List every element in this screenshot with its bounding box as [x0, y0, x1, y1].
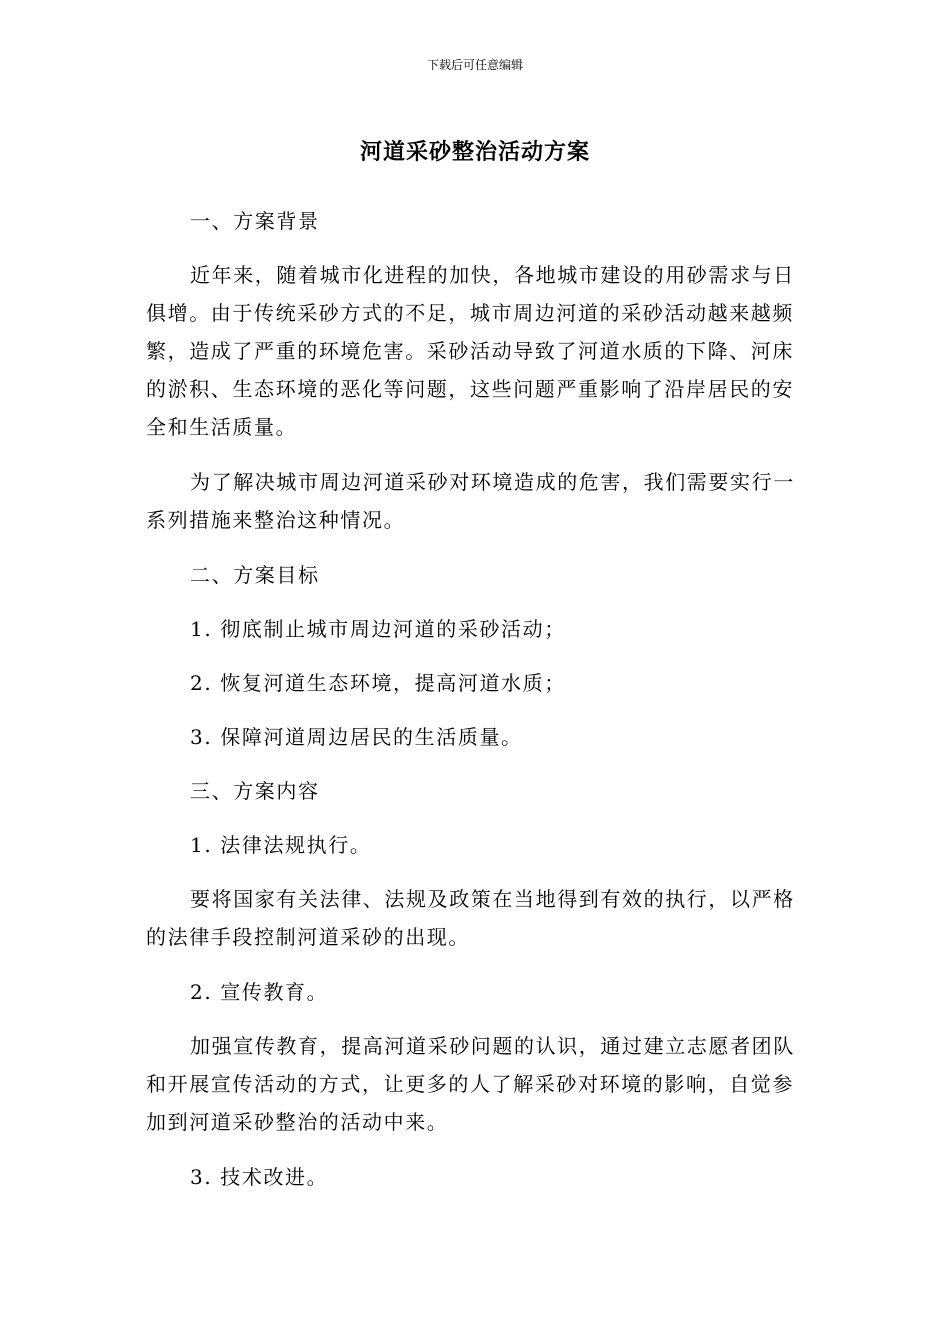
list-item-goal-1 [146, 610, 796, 648]
section-heading-content [146, 772, 796, 810]
list-item-education [146, 973, 796, 1011]
paragraph: 加强宣传教育，提高河道采砂问题的认识，通过建立志愿者团队和开展宣传活动的方式，让更多的人了解采砂对环境的影响，自觉参加到河道采砂整治的活动中来。 [146, 1034, 795, 1134]
list-item: 1. 法律法规执行。 [190, 833, 372, 857]
list-item-technology [146, 1158, 796, 1196]
section-heading: 二、方案目标 [190, 563, 320, 587]
paragraph-purpose [146, 463, 796, 539]
paragraph-education [146, 1027, 796, 1141]
list-item: 2. 宣传教育。 [190, 980, 329, 1004]
header-note: 下载后可任意编辑 [426, 58, 523, 72]
section-heading-goals [146, 556, 796, 594]
list-item: 2. 恢复河道生态环境，提高河道水质； [190, 671, 566, 695]
list-item: 3. 保障河道周边居民的生活质量。 [190, 725, 523, 749]
paragraph-law [146, 880, 796, 956]
list-item-goal-3 [146, 718, 796, 756]
list-item-law [146, 826, 796, 864]
list-item: 3. 技术改进。 [190, 1165, 329, 1189]
list-item: 1. 彻底制止城市周边河道的采砂活动； [190, 617, 566, 641]
list-item-goal-2 [146, 664, 796, 702]
section-heading: 三、方案内容 [190, 779, 320, 803]
section-heading: 一、方案背景 [190, 209, 320, 233]
section-heading-background [146, 202, 796, 240]
paragraph: 为了解决城市周边河道采砂对环境造成的危害，我们需要实行一系列措施来整治这种情况。 [146, 470, 795, 532]
paragraph: 要将国家有关法律、法规及政策在当地得到有效的执行，以严格的法律手段控制河道采砂的出现。 [146, 887, 795, 949]
document-title: 河道采砂整治活动方案 [359, 140, 590, 165]
paragraph: 近年来，随着城市化进程的加快，各地城市建设的用砂需求与日俱增。由于传统采砂方式的不足，城市周边河道的采砂活动越来越频繁，造成了严重的环境危害。采砂活动导致了河道水质的下降、河床的淤积、生态环境的恶化等问题，这些问题严重影响了沿岸居民的安全和生活质量。 [146, 263, 795, 439]
paragraph-background [146, 256, 796, 446]
